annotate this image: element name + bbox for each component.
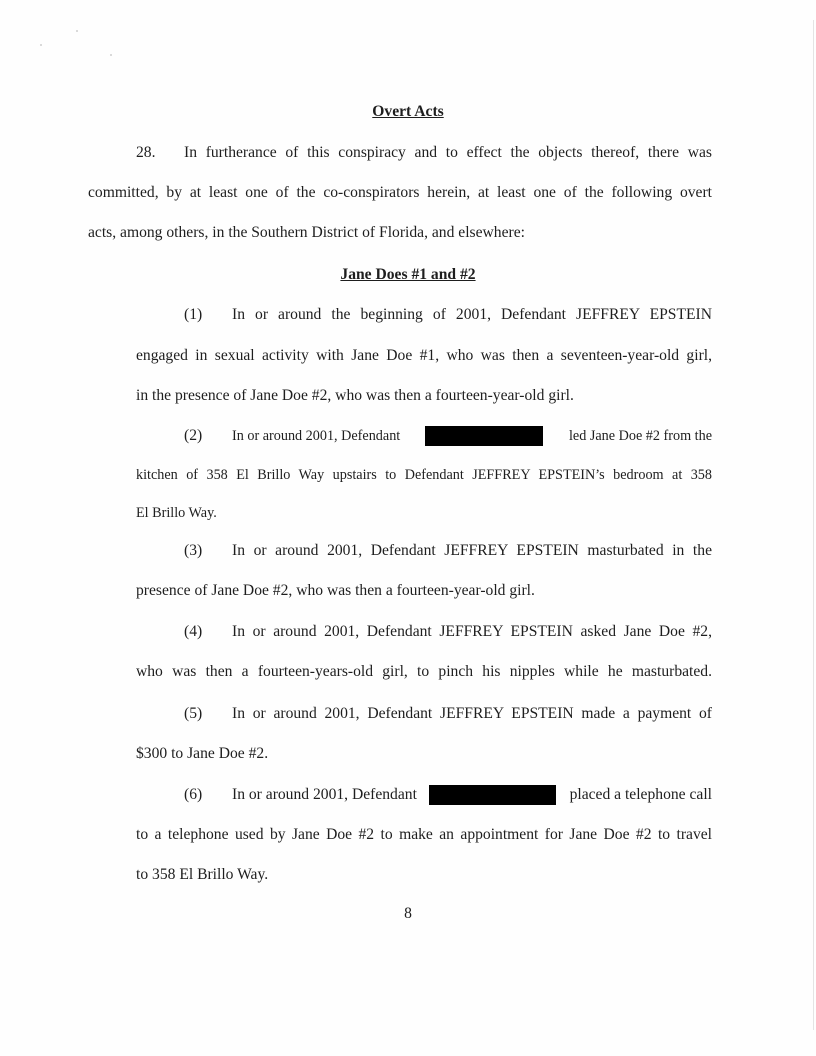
act-1-line-3: in the presence of Jane Doe #2, who was then a fourteen-year-old girl. <box>136 387 574 404</box>
act-number: (5) <box>184 705 203 722</box>
act-6-line-1-after: placed a telephone call <box>569 786 712 803</box>
act-number: (3) <box>184 542 203 559</box>
act-3-line-2: presence of Jane Doe #2, who was then a fourteen-year-old girl. <box>136 582 535 599</box>
subsection-heading: Jane Does #1 and #2 <box>340 266 476 283</box>
act-5-line-2: $300 to Jane Doe #2. <box>136 745 269 762</box>
act-number: (2) <box>184 427 203 444</box>
act-1-line-1: In or around the beginning of 2001, Defendant JEFFREY EPSTEIN <box>232 306 712 323</box>
act-2-line-1-before: In or around 2001, Defendant <box>232 428 401 444</box>
paragraph-28-line-3: acts, among others, in the Southern District of Florida, and elsewhere: <box>88 224 525 241</box>
act-1-line-2: engaged in sexual activity with Jane Doe #1, who was then a seventeen-year-old girl, <box>136 347 712 364</box>
act-4-line-1: In or around 2001, Defendant JEFFREY EPSTEIN asked Jane Doe #2, <box>232 623 712 640</box>
act-2-line-1-after: led Jane Doe #2 from the <box>568 428 712 444</box>
redaction-bar <box>429 785 556 805</box>
act-number: (6) <box>184 786 203 803</box>
act-6-line-3: to 358 El Brillo Way. <box>136 866 269 883</box>
paragraph-28-line-1: In furtherance of this conspiracy and to effect the objects thereof, there was <box>184 144 712 161</box>
page-number: 8 <box>404 905 412 922</box>
scan-speck <box>110 54 112 56</box>
act-5-line-1: In or around 2001, Defendant JEFFREY EPSTEIN made a payment of <box>232 705 712 722</box>
redaction-bar <box>425 426 543 446</box>
act-6-line-2: to a telephone used by Jane Doe #2 to make an appointment for Jane Doe #2 to travel <box>136 826 712 843</box>
scan-speck <box>76 30 78 32</box>
paragraph-number: 28. <box>136 144 156 161</box>
act-number: (4) <box>184 623 203 640</box>
act-3-line-1: In or around 2001, Defendant JEFFREY EPSTEIN masturbated in the <box>232 542 712 559</box>
act-number: (1) <box>184 306 203 323</box>
scan-speck <box>40 44 42 46</box>
scan-edge-line <box>813 20 814 1030</box>
act-2-line-3: El Brillo Way. <box>136 505 217 521</box>
act-6-line-1-before: In or around 2001, Defendant <box>232 786 417 803</box>
paragraph-28-line-2: committed, by at least one of the co-conspirators herein, at least one of the following overt <box>88 184 712 201</box>
act-4-line-2: who was then a fourteen-years-old girl, to pinch his nipples while he masturbated. <box>136 663 712 680</box>
section-heading: Overt Acts <box>372 103 444 120</box>
act-2-line-2: kitchen of 358 El Brillo Way upstairs to Defendant JEFFREY EPSTEIN’s bedroom at 358 <box>136 467 712 483</box>
